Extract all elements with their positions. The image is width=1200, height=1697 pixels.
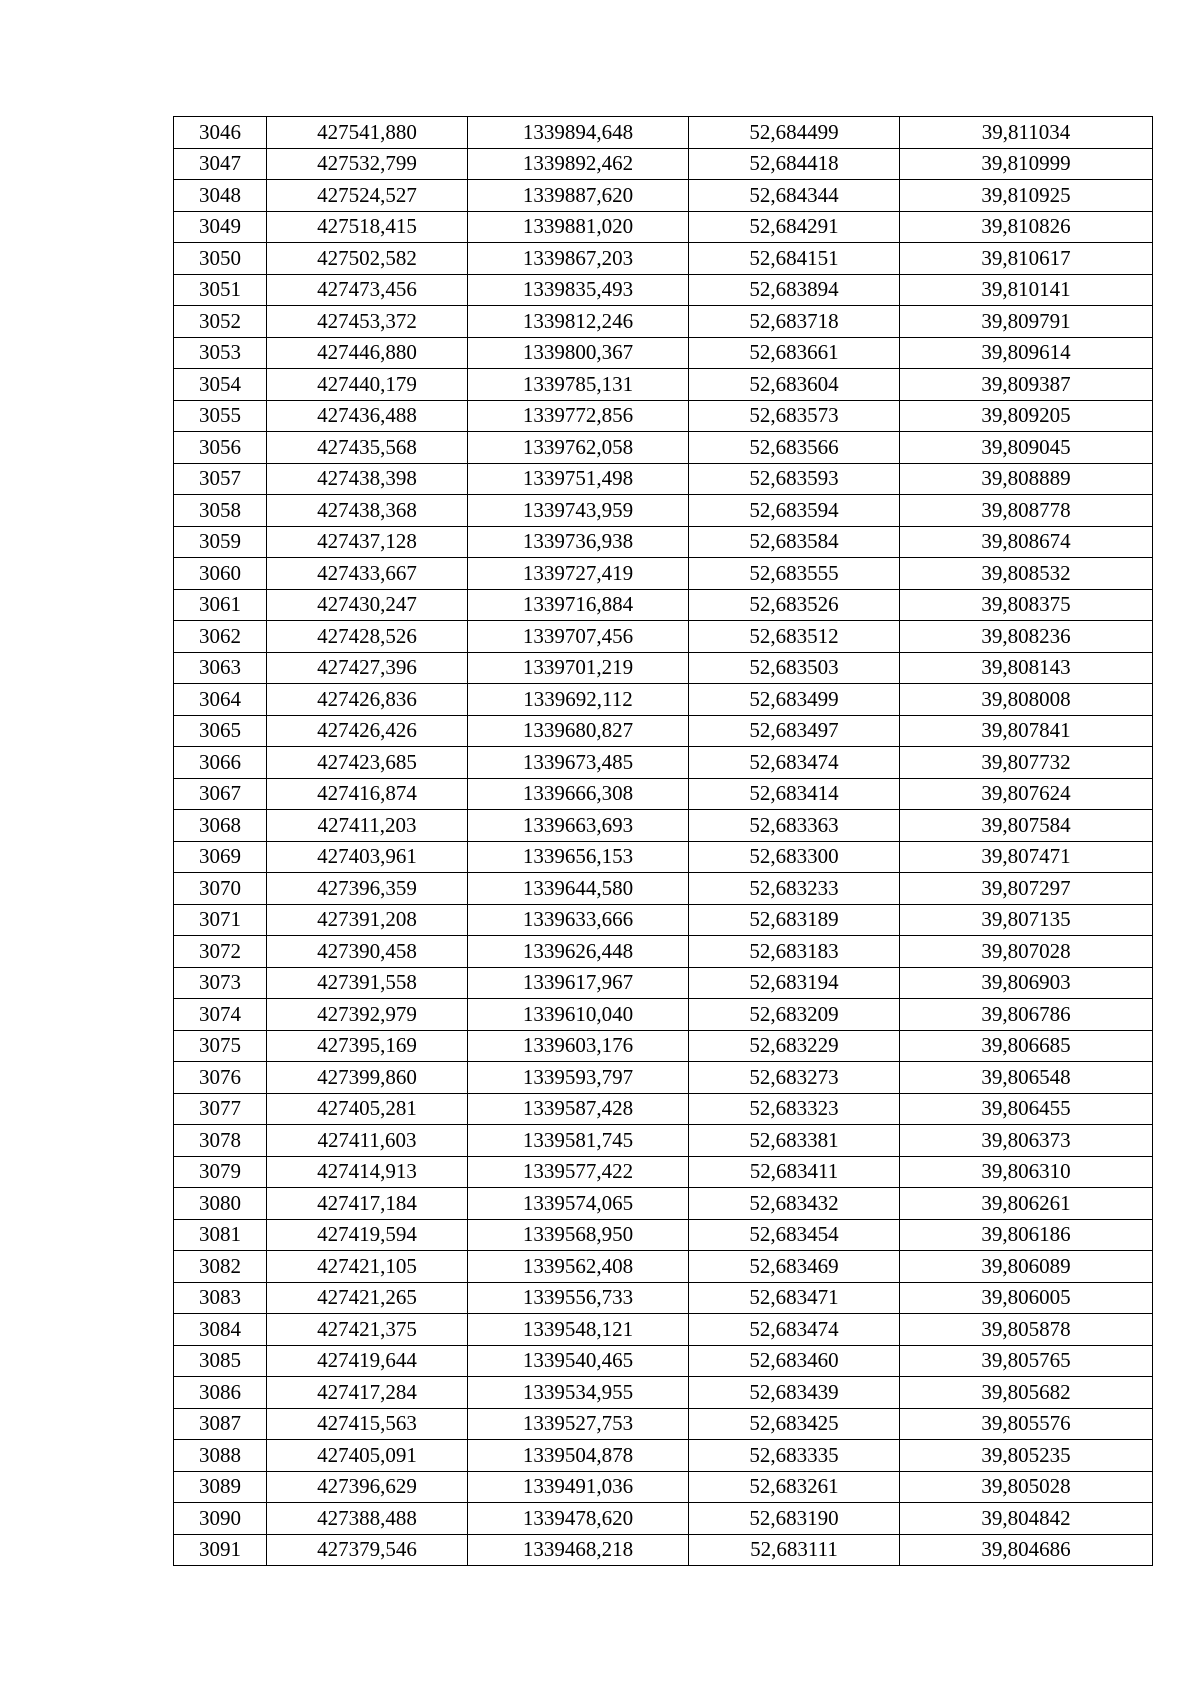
latitude-cell: 52,683594 bbox=[689, 495, 900, 527]
latitude-cell: 52,683414 bbox=[689, 778, 900, 810]
y-coordinate-cell: 1339633,666 bbox=[468, 904, 689, 936]
x-coordinate-cell: 427453,372 bbox=[267, 306, 468, 338]
table-row bbox=[174, 463, 1153, 495]
y-coordinate-cell: 1339867,203 bbox=[468, 243, 689, 275]
point-number-cell: 3056 bbox=[174, 432, 267, 464]
latitude-cell: 52,683593 bbox=[689, 463, 900, 495]
table-row bbox=[174, 1440, 1153, 1472]
table-row bbox=[174, 841, 1153, 873]
point-number-cell: 3054 bbox=[174, 369, 267, 401]
table-row bbox=[174, 148, 1153, 180]
y-coordinate-cell: 1339562,408 bbox=[468, 1251, 689, 1283]
latitude-cell: 52,684499 bbox=[689, 117, 900, 149]
x-coordinate-cell: 427437,128 bbox=[267, 526, 468, 558]
x-coordinate-cell: 427430,247 bbox=[267, 589, 468, 621]
x-coordinate-cell: 427403,961 bbox=[267, 841, 468, 873]
point-number-cell: 3069 bbox=[174, 841, 267, 873]
latitude-cell: 52,684151 bbox=[689, 243, 900, 275]
table-row bbox=[174, 1314, 1153, 1346]
latitude-cell: 52,683209 bbox=[689, 999, 900, 1031]
y-coordinate-cell: 1339772,856 bbox=[468, 400, 689, 432]
x-coordinate-cell: 427421,265 bbox=[267, 1282, 468, 1314]
longitude-cell: 39,804842 bbox=[900, 1503, 1153, 1535]
point-number-cell: 3091 bbox=[174, 1534, 267, 1566]
longitude-cell: 39,805235 bbox=[900, 1440, 1153, 1472]
point-number-cell: 3077 bbox=[174, 1093, 267, 1125]
point-number-cell: 3055 bbox=[174, 400, 267, 432]
point-number-cell: 3085 bbox=[174, 1345, 267, 1377]
longitude-cell: 39,808778 bbox=[900, 495, 1153, 527]
point-number-cell: 3076 bbox=[174, 1062, 267, 1094]
x-coordinate-cell: 427502,582 bbox=[267, 243, 468, 275]
table-row bbox=[174, 432, 1153, 464]
y-coordinate-cell: 1339785,131 bbox=[468, 369, 689, 401]
longitude-cell: 39,805765 bbox=[900, 1345, 1153, 1377]
latitude-cell: 52,683425 bbox=[689, 1408, 900, 1440]
x-coordinate-cell: 427416,874 bbox=[267, 778, 468, 810]
table-row bbox=[174, 495, 1153, 527]
x-coordinate-cell: 427421,375 bbox=[267, 1314, 468, 1346]
latitude-cell: 52,683512 bbox=[689, 621, 900, 653]
table-row bbox=[174, 1125, 1153, 1157]
latitude-cell: 52,683454 bbox=[689, 1219, 900, 1251]
latitude-cell: 52,683111 bbox=[689, 1534, 900, 1566]
longitude-cell: 39,808143 bbox=[900, 652, 1153, 684]
y-coordinate-cell: 1339527,753 bbox=[468, 1408, 689, 1440]
x-coordinate-cell: 427392,979 bbox=[267, 999, 468, 1031]
latitude-cell: 52,683190 bbox=[689, 1503, 900, 1535]
y-coordinate-cell: 1339574,065 bbox=[468, 1188, 689, 1220]
x-coordinate-cell: 427426,836 bbox=[267, 684, 468, 716]
longitude-cell: 39,810141 bbox=[900, 274, 1153, 306]
table-row bbox=[174, 1471, 1153, 1503]
table-row bbox=[174, 999, 1153, 1031]
y-coordinate-cell: 1339534,955 bbox=[468, 1377, 689, 1409]
table-row bbox=[174, 873, 1153, 905]
x-coordinate-cell: 427391,208 bbox=[267, 904, 468, 936]
x-coordinate-cell: 427396,359 bbox=[267, 873, 468, 905]
longitude-cell: 39,808889 bbox=[900, 463, 1153, 495]
y-coordinate-cell: 1339581,745 bbox=[468, 1125, 689, 1157]
point-number-cell: 3072 bbox=[174, 936, 267, 968]
longitude-cell: 39,811034 bbox=[900, 117, 1153, 149]
y-coordinate-cell: 1339603,176 bbox=[468, 1030, 689, 1062]
point-number-cell: 3073 bbox=[174, 967, 267, 999]
longitude-cell: 39,807471 bbox=[900, 841, 1153, 873]
longitude-cell: 39,810826 bbox=[900, 211, 1153, 243]
x-coordinate-cell: 427396,629 bbox=[267, 1471, 468, 1503]
y-coordinate-cell: 1339644,580 bbox=[468, 873, 689, 905]
point-number-cell: 3052 bbox=[174, 306, 267, 338]
latitude-cell: 52,683573 bbox=[689, 400, 900, 432]
x-coordinate-cell: 427405,091 bbox=[267, 1440, 468, 1472]
longitude-cell: 39,809387 bbox=[900, 369, 1153, 401]
point-number-cell: 3082 bbox=[174, 1251, 267, 1283]
latitude-cell: 52,683566 bbox=[689, 432, 900, 464]
latitude-cell: 52,683381 bbox=[689, 1125, 900, 1157]
x-coordinate-cell: 427438,398 bbox=[267, 463, 468, 495]
x-coordinate-cell: 427417,184 bbox=[267, 1188, 468, 1220]
x-coordinate-cell: 427473,456 bbox=[267, 274, 468, 306]
point-number-cell: 3057 bbox=[174, 463, 267, 495]
y-coordinate-cell: 1339617,967 bbox=[468, 967, 689, 999]
longitude-cell: 39,805028 bbox=[900, 1471, 1153, 1503]
latitude-cell: 52,684291 bbox=[689, 211, 900, 243]
longitude-cell: 39,809205 bbox=[900, 400, 1153, 432]
latitude-cell: 52,684418 bbox=[689, 148, 900, 180]
point-number-cell: 3068 bbox=[174, 810, 267, 842]
y-coordinate-cell: 1339751,498 bbox=[468, 463, 689, 495]
x-coordinate-cell: 427440,179 bbox=[267, 369, 468, 401]
y-coordinate-cell: 1339540,465 bbox=[468, 1345, 689, 1377]
longitude-cell: 39,809614 bbox=[900, 337, 1153, 369]
y-coordinate-cell: 1339656,153 bbox=[468, 841, 689, 873]
latitude-cell: 52,683474 bbox=[689, 747, 900, 779]
latitude-cell: 52,683469 bbox=[689, 1251, 900, 1283]
point-number-cell: 3079 bbox=[174, 1156, 267, 1188]
y-coordinate-cell: 1339548,121 bbox=[468, 1314, 689, 1346]
table-row bbox=[174, 778, 1153, 810]
latitude-cell: 52,683718 bbox=[689, 306, 900, 338]
longitude-cell: 39,806261 bbox=[900, 1188, 1153, 1220]
x-coordinate-cell: 427423,685 bbox=[267, 747, 468, 779]
table-row bbox=[174, 369, 1153, 401]
x-coordinate-cell: 427426,426 bbox=[267, 715, 468, 747]
longitude-cell: 39,806786 bbox=[900, 999, 1153, 1031]
longitude-cell: 39,807841 bbox=[900, 715, 1153, 747]
x-coordinate-cell: 427518,415 bbox=[267, 211, 468, 243]
y-coordinate-cell: 1339800,367 bbox=[468, 337, 689, 369]
coordinates-table bbox=[173, 116, 1153, 1566]
point-number-cell: 3053 bbox=[174, 337, 267, 369]
point-number-cell: 3066 bbox=[174, 747, 267, 779]
latitude-cell: 52,683229 bbox=[689, 1030, 900, 1062]
point-number-cell: 3060 bbox=[174, 558, 267, 590]
longitude-cell: 39,810999 bbox=[900, 148, 1153, 180]
table-row bbox=[174, 621, 1153, 653]
latitude-cell: 52,683526 bbox=[689, 589, 900, 621]
longitude-cell: 39,807732 bbox=[900, 747, 1153, 779]
x-coordinate-cell: 427414,913 bbox=[267, 1156, 468, 1188]
latitude-cell: 52,683497 bbox=[689, 715, 900, 747]
y-coordinate-cell: 1339491,036 bbox=[468, 1471, 689, 1503]
latitude-cell: 52,684344 bbox=[689, 180, 900, 212]
table-row bbox=[174, 1062, 1153, 1094]
latitude-cell: 52,683273 bbox=[689, 1062, 900, 1094]
point-number-cell: 3062 bbox=[174, 621, 267, 653]
longitude-cell: 39,805878 bbox=[900, 1314, 1153, 1346]
longitude-cell: 39,808008 bbox=[900, 684, 1153, 716]
longitude-cell: 39,806005 bbox=[900, 1282, 1153, 1314]
table-row bbox=[174, 211, 1153, 243]
longitude-cell: 39,809791 bbox=[900, 306, 1153, 338]
latitude-cell: 52,683363 bbox=[689, 810, 900, 842]
latitude-cell: 52,683189 bbox=[689, 904, 900, 936]
point-number-cell: 3075 bbox=[174, 1030, 267, 1062]
latitude-cell: 52,683604 bbox=[689, 369, 900, 401]
table-row bbox=[174, 117, 1153, 149]
x-coordinate-cell: 427428,526 bbox=[267, 621, 468, 653]
x-coordinate-cell: 427411,203 bbox=[267, 810, 468, 842]
table-row bbox=[174, 747, 1153, 779]
table-row bbox=[174, 1219, 1153, 1251]
y-coordinate-cell: 1339894,648 bbox=[468, 117, 689, 149]
table-row bbox=[174, 967, 1153, 999]
y-coordinate-cell: 1339881,020 bbox=[468, 211, 689, 243]
point-number-cell: 3090 bbox=[174, 1503, 267, 1535]
y-coordinate-cell: 1339707,456 bbox=[468, 621, 689, 653]
x-coordinate-cell: 427436,488 bbox=[267, 400, 468, 432]
longitude-cell: 39,806186 bbox=[900, 1219, 1153, 1251]
longitude-cell: 39,806685 bbox=[900, 1030, 1153, 1062]
x-coordinate-cell: 427388,488 bbox=[267, 1503, 468, 1535]
longitude-cell: 39,805576 bbox=[900, 1408, 1153, 1440]
point-number-cell: 3058 bbox=[174, 495, 267, 527]
longitude-cell: 39,807297 bbox=[900, 873, 1153, 905]
latitude-cell: 52,683474 bbox=[689, 1314, 900, 1346]
point-number-cell: 3050 bbox=[174, 243, 267, 275]
latitude-cell: 52,683323 bbox=[689, 1093, 900, 1125]
y-coordinate-cell: 1339727,419 bbox=[468, 558, 689, 590]
table-row bbox=[174, 337, 1153, 369]
x-coordinate-cell: 427390,458 bbox=[267, 936, 468, 968]
point-number-cell: 3084 bbox=[174, 1314, 267, 1346]
table-row bbox=[174, 1156, 1153, 1188]
y-coordinate-cell: 1339593,797 bbox=[468, 1062, 689, 1094]
point-number-cell: 3063 bbox=[174, 652, 267, 684]
y-coordinate-cell: 1339812,246 bbox=[468, 306, 689, 338]
y-coordinate-cell: 1339680,827 bbox=[468, 715, 689, 747]
x-coordinate-cell: 427411,603 bbox=[267, 1125, 468, 1157]
table-row bbox=[174, 1377, 1153, 1409]
longitude-cell: 39,809045 bbox=[900, 432, 1153, 464]
point-number-cell: 3051 bbox=[174, 274, 267, 306]
point-number-cell: 3064 bbox=[174, 684, 267, 716]
latitude-cell: 52,683233 bbox=[689, 873, 900, 905]
x-coordinate-cell: 427438,368 bbox=[267, 495, 468, 527]
y-coordinate-cell: 1339666,308 bbox=[468, 778, 689, 810]
y-coordinate-cell: 1339626,448 bbox=[468, 936, 689, 968]
table-row bbox=[174, 274, 1153, 306]
point-number-cell: 3046 bbox=[174, 117, 267, 149]
latitude-cell: 52,683411 bbox=[689, 1156, 900, 1188]
table-row bbox=[174, 1030, 1153, 1062]
y-coordinate-cell: 1339835,493 bbox=[468, 274, 689, 306]
latitude-cell: 52,683300 bbox=[689, 841, 900, 873]
x-coordinate-cell: 427435,568 bbox=[267, 432, 468, 464]
x-coordinate-cell: 427417,284 bbox=[267, 1377, 468, 1409]
longitude-cell: 39,806089 bbox=[900, 1251, 1153, 1283]
latitude-cell: 52,683499 bbox=[689, 684, 900, 716]
point-number-cell: 3089 bbox=[174, 1471, 267, 1503]
latitude-cell: 52,683194 bbox=[689, 967, 900, 999]
latitude-cell: 52,683661 bbox=[689, 337, 900, 369]
table-row bbox=[174, 1188, 1153, 1220]
table-row bbox=[174, 652, 1153, 684]
x-coordinate-cell: 427379,546 bbox=[267, 1534, 468, 1566]
latitude-cell: 52,683432 bbox=[689, 1188, 900, 1220]
longitude-cell: 39,808375 bbox=[900, 589, 1153, 621]
table-row bbox=[174, 715, 1153, 747]
x-coordinate-cell: 427405,281 bbox=[267, 1093, 468, 1125]
y-coordinate-cell: 1339673,485 bbox=[468, 747, 689, 779]
x-coordinate-cell: 427532,799 bbox=[267, 148, 468, 180]
x-coordinate-cell: 427541,880 bbox=[267, 117, 468, 149]
latitude-cell: 52,683460 bbox=[689, 1345, 900, 1377]
y-coordinate-cell: 1339701,219 bbox=[468, 652, 689, 684]
point-number-cell: 3074 bbox=[174, 999, 267, 1031]
point-number-cell: 3087 bbox=[174, 1408, 267, 1440]
point-number-cell: 3048 bbox=[174, 180, 267, 212]
table-row bbox=[174, 1408, 1153, 1440]
y-coordinate-cell: 1339568,950 bbox=[468, 1219, 689, 1251]
point-number-cell: 3049 bbox=[174, 211, 267, 243]
longitude-cell: 39,808674 bbox=[900, 526, 1153, 558]
coordinates-table-body bbox=[174, 117, 1153, 1566]
latitude-cell: 52,683503 bbox=[689, 652, 900, 684]
latitude-cell: 52,683471 bbox=[689, 1282, 900, 1314]
x-coordinate-cell: 427399,860 bbox=[267, 1062, 468, 1094]
longitude-cell: 39,806373 bbox=[900, 1125, 1153, 1157]
y-coordinate-cell: 1339663,693 bbox=[468, 810, 689, 842]
table-row bbox=[174, 1345, 1153, 1377]
table-row bbox=[174, 1251, 1153, 1283]
table-row bbox=[174, 243, 1153, 275]
longitude-cell: 39,807584 bbox=[900, 810, 1153, 842]
y-coordinate-cell: 1339736,938 bbox=[468, 526, 689, 558]
longitude-cell: 39,806903 bbox=[900, 967, 1153, 999]
y-coordinate-cell: 1339610,040 bbox=[468, 999, 689, 1031]
table-row bbox=[174, 936, 1153, 968]
table-row bbox=[174, 589, 1153, 621]
y-coordinate-cell: 1339468,218 bbox=[468, 1534, 689, 1566]
table-row bbox=[174, 558, 1153, 590]
y-coordinate-cell: 1339887,620 bbox=[468, 180, 689, 212]
y-coordinate-cell: 1339762,058 bbox=[468, 432, 689, 464]
point-number-cell: 3071 bbox=[174, 904, 267, 936]
x-coordinate-cell: 427419,644 bbox=[267, 1345, 468, 1377]
table-row bbox=[174, 810, 1153, 842]
point-number-cell: 3065 bbox=[174, 715, 267, 747]
longitude-cell: 39,807624 bbox=[900, 778, 1153, 810]
longitude-cell: 39,808236 bbox=[900, 621, 1153, 653]
longitude-cell: 39,808532 bbox=[900, 558, 1153, 590]
latitude-cell: 52,683555 bbox=[689, 558, 900, 590]
x-coordinate-cell: 427427,396 bbox=[267, 652, 468, 684]
point-number-cell: 3088 bbox=[174, 1440, 267, 1472]
point-number-cell: 3061 bbox=[174, 589, 267, 621]
x-coordinate-cell: 427395,169 bbox=[267, 1030, 468, 1062]
table-row bbox=[174, 1282, 1153, 1314]
point-number-cell: 3070 bbox=[174, 873, 267, 905]
table-row bbox=[174, 684, 1153, 716]
table-row bbox=[174, 400, 1153, 432]
point-number-cell: 3059 bbox=[174, 526, 267, 558]
longitude-cell: 39,805682 bbox=[900, 1377, 1153, 1409]
point-number-cell: 3067 bbox=[174, 778, 267, 810]
x-coordinate-cell: 427419,594 bbox=[267, 1219, 468, 1251]
y-coordinate-cell: 1339556,733 bbox=[468, 1282, 689, 1314]
x-coordinate-cell: 427446,880 bbox=[267, 337, 468, 369]
longitude-cell: 39,810617 bbox=[900, 243, 1153, 275]
table-row bbox=[174, 1093, 1153, 1125]
longitude-cell: 39,807028 bbox=[900, 936, 1153, 968]
point-number-cell: 3078 bbox=[174, 1125, 267, 1157]
point-number-cell: 3086 bbox=[174, 1377, 267, 1409]
longitude-cell: 39,804686 bbox=[900, 1534, 1153, 1566]
x-coordinate-cell: 427415,563 bbox=[267, 1408, 468, 1440]
y-coordinate-cell: 1339743,959 bbox=[468, 495, 689, 527]
latitude-cell: 52,683335 bbox=[689, 1440, 900, 1472]
longitude-cell: 39,806455 bbox=[900, 1093, 1153, 1125]
longitude-cell: 39,807135 bbox=[900, 904, 1153, 936]
table-row bbox=[174, 1503, 1153, 1535]
y-coordinate-cell: 1339478,620 bbox=[468, 1503, 689, 1535]
point-number-cell: 3047 bbox=[174, 148, 267, 180]
y-coordinate-cell: 1339504,878 bbox=[468, 1440, 689, 1472]
longitude-cell: 39,806310 bbox=[900, 1156, 1153, 1188]
point-number-cell: 3080 bbox=[174, 1188, 267, 1220]
x-coordinate-cell: 427391,558 bbox=[267, 967, 468, 999]
y-coordinate-cell: 1339577,422 bbox=[468, 1156, 689, 1188]
y-coordinate-cell: 1339892,462 bbox=[468, 148, 689, 180]
x-coordinate-cell: 427421,105 bbox=[267, 1251, 468, 1283]
table-row bbox=[174, 904, 1153, 936]
latitude-cell: 52,683261 bbox=[689, 1471, 900, 1503]
longitude-cell: 39,810925 bbox=[900, 180, 1153, 212]
x-coordinate-cell: 427524,527 bbox=[267, 180, 468, 212]
table-row bbox=[174, 306, 1153, 338]
latitude-cell: 52,683183 bbox=[689, 936, 900, 968]
x-coordinate-cell: 427433,667 bbox=[267, 558, 468, 590]
latitude-cell: 52,683439 bbox=[689, 1377, 900, 1409]
y-coordinate-cell: 1339587,428 bbox=[468, 1093, 689, 1125]
table-row bbox=[174, 180, 1153, 212]
latitude-cell: 52,683894 bbox=[689, 274, 900, 306]
y-coordinate-cell: 1339692,112 bbox=[468, 684, 689, 716]
point-number-cell: 3083 bbox=[174, 1282, 267, 1314]
latitude-cell: 52,683584 bbox=[689, 526, 900, 558]
y-coordinate-cell: 1339716,884 bbox=[468, 589, 689, 621]
table-row bbox=[174, 1534, 1153, 1566]
longitude-cell: 39,806548 bbox=[900, 1062, 1153, 1094]
point-number-cell: 3081 bbox=[174, 1219, 267, 1251]
table-row bbox=[174, 526, 1153, 558]
